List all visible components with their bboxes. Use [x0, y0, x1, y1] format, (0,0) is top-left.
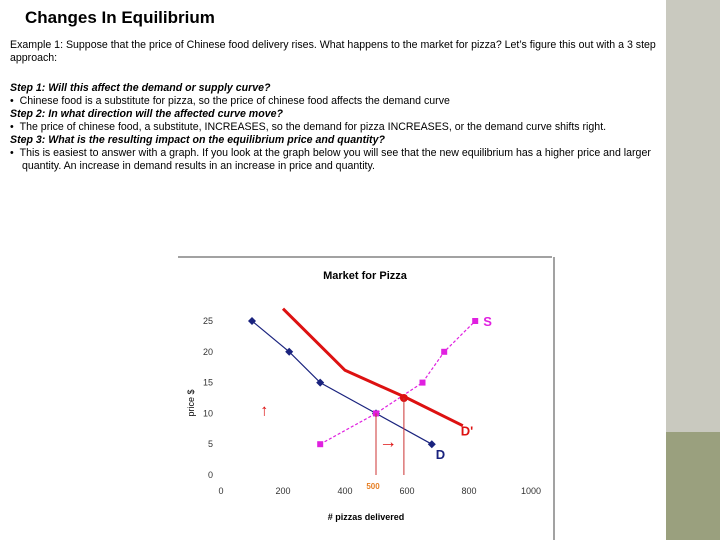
chart-title: Market for Pizza [323, 270, 407, 282]
x-tick-label: 800 [461, 486, 477, 496]
plot-area [203, 309, 541, 496]
series-line-d-prime [283, 309, 463, 426]
x-tick-label: 0 [218, 486, 224, 496]
step-1-heading: Step 1: Will this affect the demand or supply curve? [10, 82, 271, 94]
data-point-s [420, 380, 426, 386]
y-tick-label: 0 [207, 470, 213, 480]
x-axis-label: # pizzas delivered [327, 512, 405, 522]
data-point-s [441, 349, 447, 355]
y-tick-label: 5 [207, 439, 213, 450]
series-label-s: S [483, 314, 492, 329]
y-tick-label: 10 [202, 408, 213, 419]
y-tick-label: 25 [202, 316, 213, 326]
step-3-heading: Step 3: What is the resulting impact on the equilibrium price and quantity? [10, 134, 385, 146]
quantity-right-arrow: → [379, 431, 398, 452]
bullet-marker: • [10, 121, 14, 133]
data-point-d [428, 440, 436, 448]
slide-title: Changes In Equilibrium [25, 8, 215, 27]
step-3-bullet [10, 147, 665, 173]
series-label-d-prime: D' [460, 423, 474, 439]
quantity-500-label: 500 [366, 482, 380, 491]
step-2-heading: Step 2: In what direction will the affected curve move? [10, 108, 283, 120]
data-point-s [317, 441, 323, 447]
data-point-s [472, 318, 478, 324]
x-tick-label: 400 [337, 486, 353, 496]
y-axis-label: price $ [186, 389, 196, 417]
series-line-d [252, 321, 432, 444]
example-text: : Suppose that the price of Chinese food delivery rises. What happens to the market for pizza? Let’s figure this out with a 3 step approach: [10, 39, 656, 64]
chart-container [176, 255, 556, 540]
x-tick-label: 600 [399, 486, 415, 496]
side-band-accent [666, 432, 720, 540]
bullet-marker: • [10, 95, 14, 107]
example-paragraph [10, 39, 665, 65]
pizza-market-chart [176, 255, 556, 540]
step-3-text: This is easiest to answer with a graph. If you look at the graph below you will see that the new equilibrium has a higher price and larger quantity. An increase in demand results in an increase in price and quantity. [19, 147, 651, 172]
step-2-bullet [10, 121, 665, 134]
x-tick-label: 1000 [520, 486, 542, 496]
x-tick-label: 200 [275, 486, 291, 496]
y-tick-label: 15 [202, 377, 213, 388]
bullet-marker: • [10, 147, 14, 159]
example-label: Example 1 [10, 39, 61, 51]
step-1-text: Chinese food is a substitute for pizza, so the price of chinese food affects the demand curve [19, 95, 450, 107]
series-label-d: D [435, 447, 446, 463]
slide-body [10, 39, 665, 173]
step-2-text: The price of chinese food, a substitute, INCREASES, so the demand for pizza INCREASES, or the demand curve shifts right. [19, 121, 607, 133]
y-tick-label: 20 [202, 346, 213, 357]
price-up-arrow: ↑ [260, 402, 269, 420]
step-1-bullet [10, 95, 665, 108]
